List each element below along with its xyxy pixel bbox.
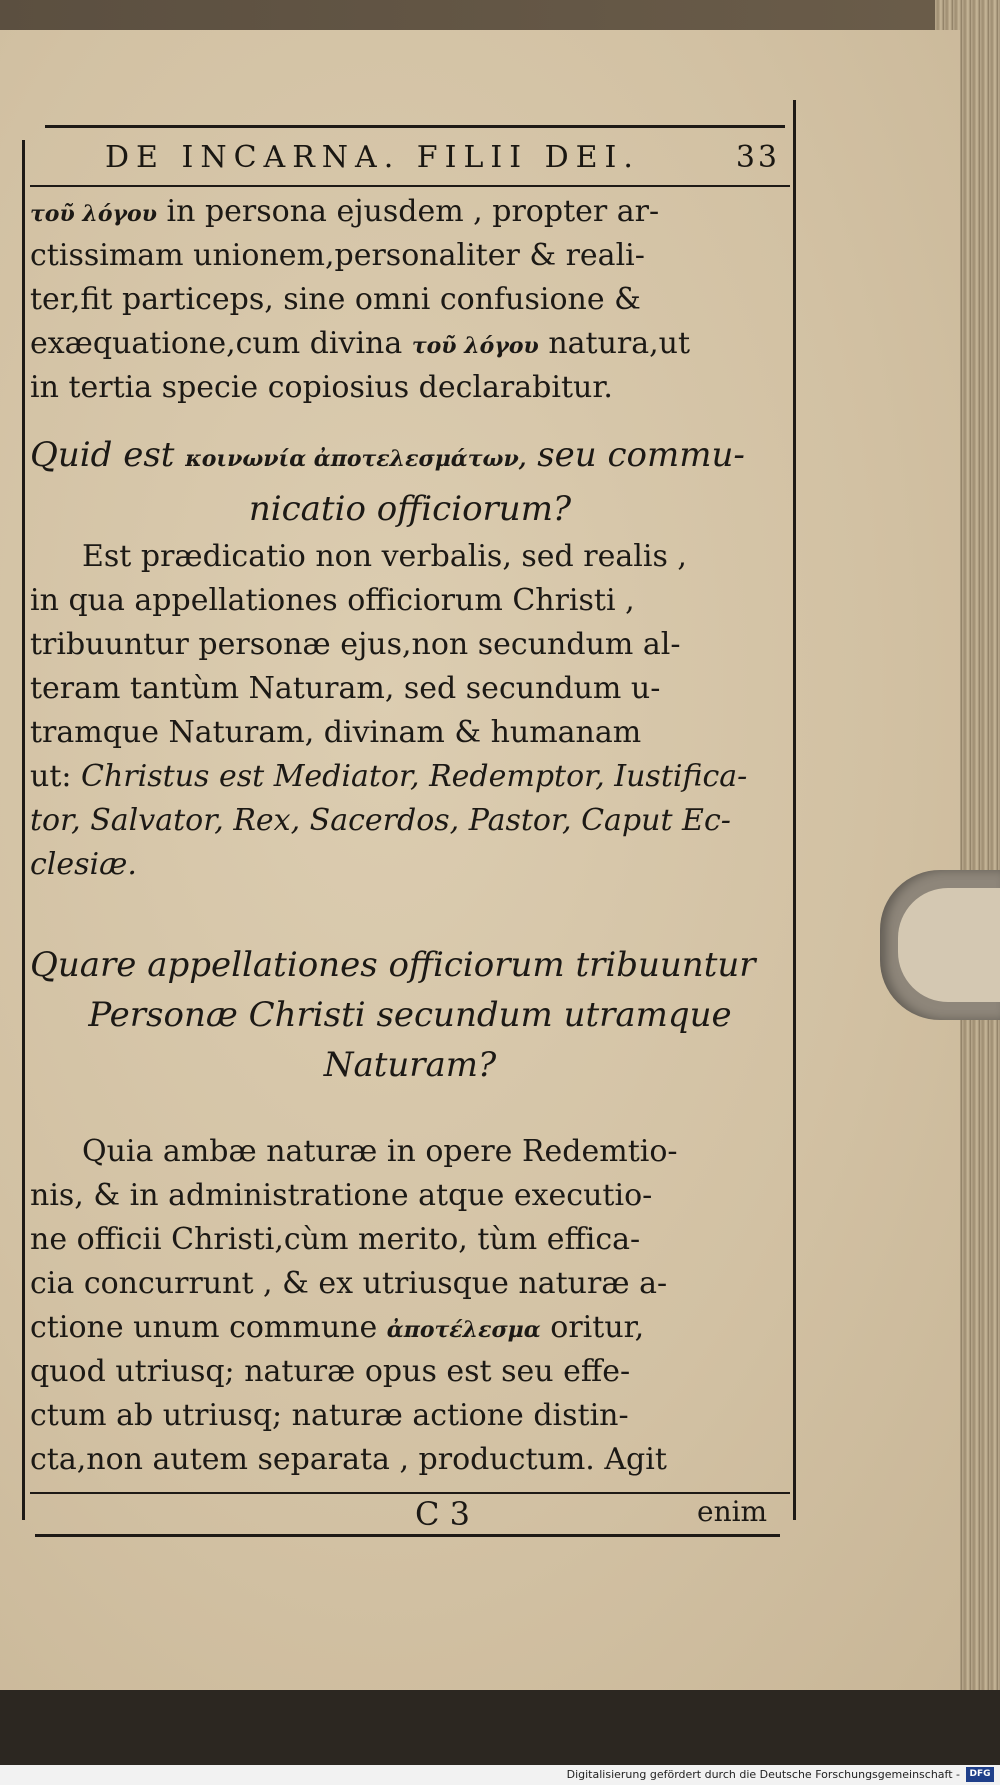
question-line: Quare appellationes officiorum tribuuntur [30, 945, 756, 985]
text-line: in tertia specie copiosius declarabitur. [30, 370, 613, 405]
text-line: ter,fit particeps, sine omni confusione & [30, 282, 641, 317]
greek-word: κοινωνία ἀποτελεσμάτων, [185, 446, 527, 472]
greek-word: τοῦ λόγου [30, 201, 157, 227]
greek-word: τοῦ λόγου [411, 333, 539, 359]
catchword: enim [697, 1495, 768, 1528]
text-line: tribuuntur personæ ejus,non secundum al- [30, 627, 681, 662]
frame-bottom-border [35, 1534, 780, 1537]
signature-mark: C 3 [415, 1495, 471, 1533]
text-line: ut: Christus est Mediator, Redemptor, Iustifica- [30, 759, 748, 794]
question-line: Personæ Christi secundum utramque [88, 995, 732, 1035]
text-line: τοῦ λόγου in persona ejusdem , propter ar- [30, 194, 660, 229]
paragraph-2 [30, 535, 790, 887]
text-line: tor, Salvator, Rex, Sacerdos, Pastor, Caput Ec- [30, 803, 731, 838]
text-line: teram tantùm Naturam, sed secundum u- [30, 671, 661, 706]
running-title: DE INCARNA. FILII DEI. [105, 140, 640, 175]
text-line: Est prædicatio non verbalis, sed realis , [82, 539, 687, 574]
question-line: nicatio officiorum? [248, 489, 572, 529]
page-number: 33 [735, 140, 780, 175]
text-line: ctione unum commune ἀποτέλεσμα oritur, [30, 1310, 645, 1345]
text-line: ne officii Christi,cùm merito, tùm effica- [30, 1222, 641, 1257]
frame-right-border [793, 100, 796, 1520]
text-line: quod utriusq; naturæ opus est seu effe- [30, 1354, 631, 1389]
text-line: ctum ab utriusq; naturæ actione distin- [30, 1398, 629, 1433]
text-line: nis, & in administratione atque executio- [30, 1178, 653, 1213]
header-top-rule [45, 125, 785, 128]
page-clip-inner [898, 888, 1000, 1002]
paragraph-3 [30, 1130, 790, 1482]
text-line: cta,non autem separata , productum. Agit [30, 1442, 667, 1477]
question-line: Naturam? [323, 1045, 497, 1085]
footer-rule [30, 1492, 790, 1494]
greek-word: ἀποτέλεσμα [386, 1317, 541, 1343]
text-line: clesiæ. [30, 847, 137, 882]
question-heading-1 [30, 430, 790, 534]
scan-bottom-margin [0, 1690, 1000, 1765]
question-line: Quid est κοινωνία ἀποτελεσμάτων, seu commu- [30, 435, 745, 475]
text-line: in qua appellationes officiorum Christi , [30, 583, 635, 618]
text-line: cia concurrunt , & ex utriusque naturæ a- [30, 1266, 668, 1301]
text-line: exæquatione,cum divina τοῦ λόγου natura,ut [30, 326, 691, 361]
paragraph-1 [30, 190, 790, 410]
question-heading-2 [30, 940, 790, 1090]
digitization-credit: Digitalisierung gefördert durch die Deutsche Forschungsgemeinschaft - [566, 1768, 960, 1781]
text-line: Quia ambæ naturæ in opere Redemtio- [82, 1134, 678, 1169]
text-line: ctissimam unionem,personaliter & reali- [30, 238, 645, 273]
text-line: tramque Naturam, divinam & humanam [30, 715, 642, 750]
header-bottom-rule [30, 185, 790, 187]
dfg-logo: DFG [966, 1767, 994, 1782]
running-header [105, 140, 795, 185]
frame-left-border [22, 140, 25, 1520]
